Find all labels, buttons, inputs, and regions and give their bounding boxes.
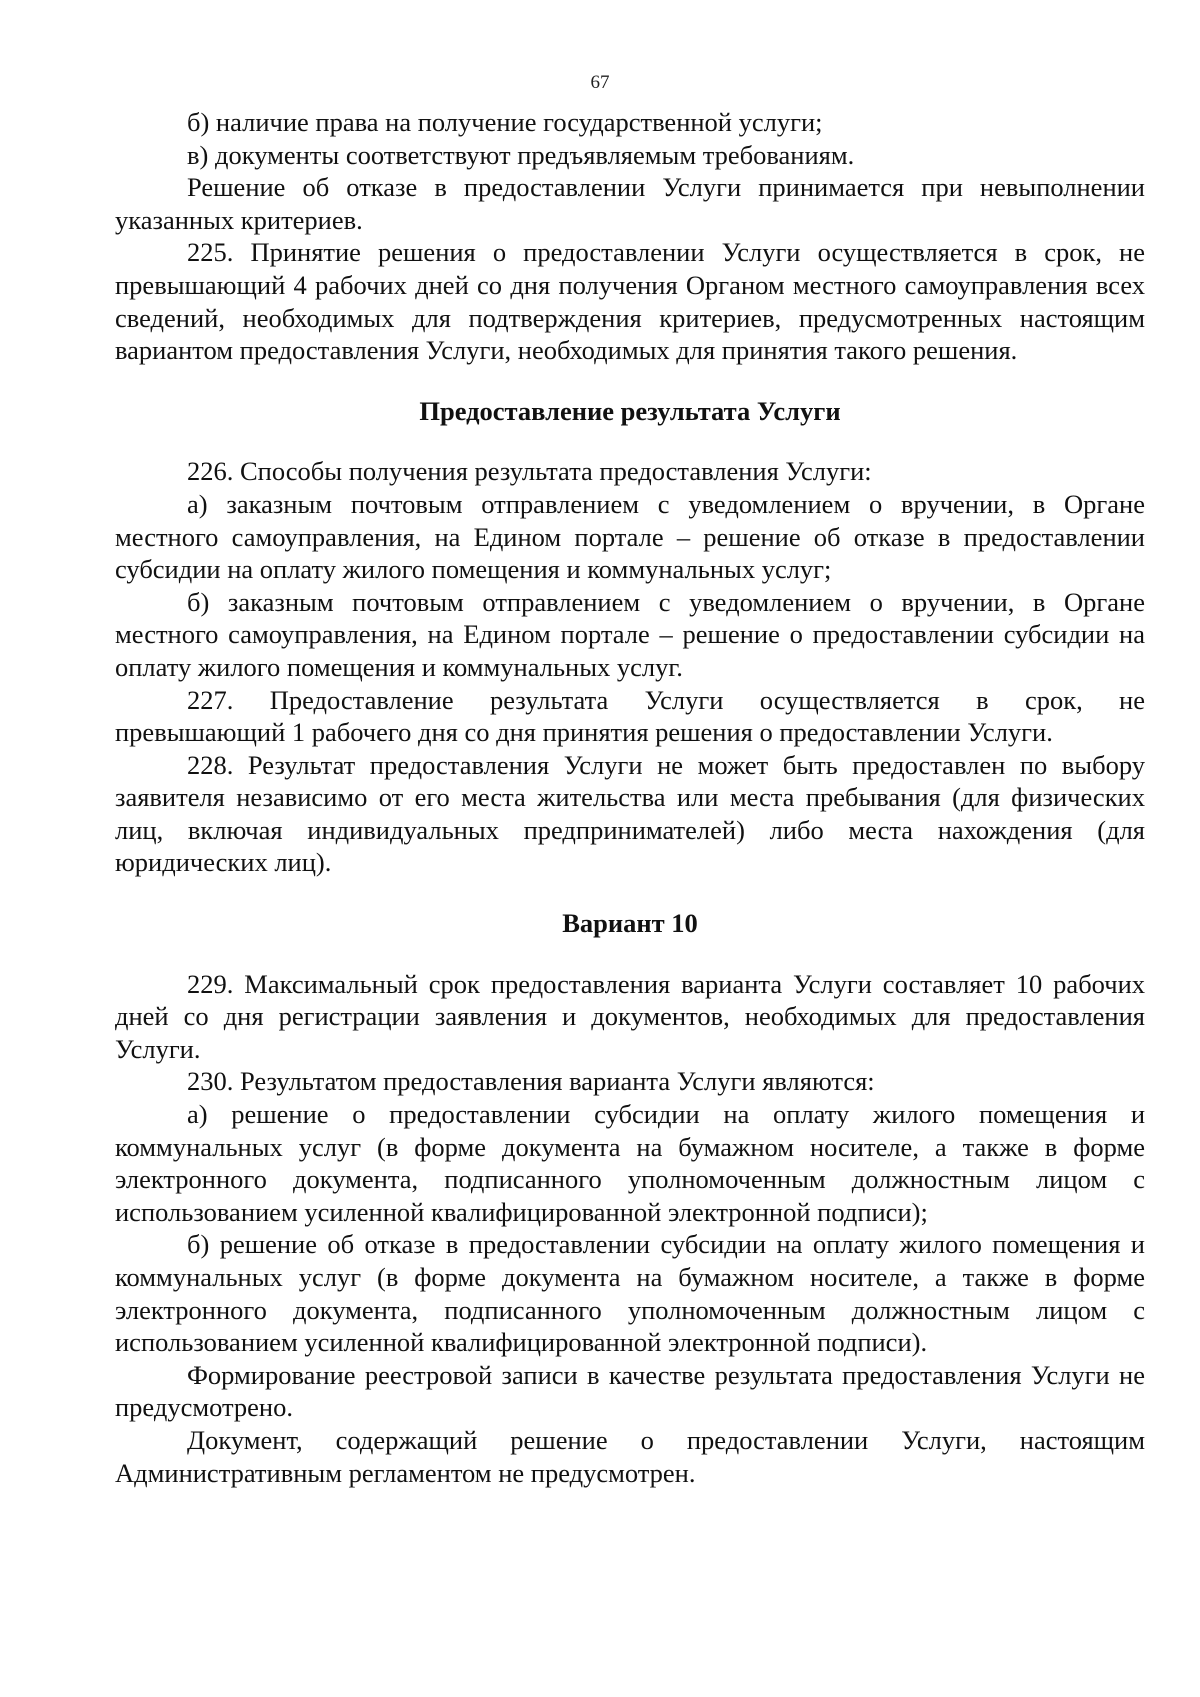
paragraph: б) решение об отказе в предоставлении субсидии на оплату жилого помещения и коммунальных услуг (в форме документа на бумажном носителе, а также в форме электронного документа, подписанного уполномоченным должностным лицом с использованием усиленной квалифицированной электронной подписи). [115,1229,1145,1358]
section-heading: Вариант 10 [562,908,698,939]
paragraph: б) заказным почтовым отправлением с уведомлением о вручении, в Органе местного самоуправления, на Едином портале – решение о предоставлении субсидии на оплату жилого помещения и коммунальных услуг. [115,586,1145,682]
paragraph: 229. Максимальный срок предоставления варианта Услуги составляет 10 рабочих дней со дня регистрации заявления и документов, необходимых для предоставления Услуги. [115,968,1145,1064]
paragraph: а) решение о предоставлении субсидии на оплату жилого помещения и коммунальных услуг (в форме документа на бумажном носителе, а также в форме электронного документа, подписанного уполномоченным должностным лицом с использованием усиленной квалифицированной электронной подписи); [115,1099,1145,1227]
paragraph: 225. Принятие решения о предоставлении Услуги осуществляется в срок, не превышающий 4 рабочих дней со дня получения Органом местного самоуправления всех сведений, необходимых для подтверждения критериев, предусмотренных настоящим вариантом предоставления Услуги, необходимых для принятия такого решения. [115,237,1145,366]
paragraph: Решение об отказе в предоставлении Услуги принимается при невыполнении указанных критериев. [115,172,1145,235]
paragraph-continuation: превышающий 1 рабочего дня со дня принятия решения о предоставлении Услуги. [115,717,1053,748]
paragraph: 227. Предоставление результата Услуги осуществляется в срок, не [187,684,1145,715]
paragraph: 230. Результатом предоставления варианта Услуги являются: [187,1066,875,1097]
paragraph: 226. Способы получения результата предоставления Услуги: [187,456,872,487]
paragraph: в) документы соответствуют предъявляемым требованиям. [187,139,855,170]
paragraph: б) наличие права на получение государственной услуги; [187,107,823,137]
paragraph: 228. Результат предоставления Услуги не может быть предоставлен по выбору заявителя независимо от его места жительства или места пребывания (для физических лиц, включая индивидуальных предпринимателей) либо места нахождения (для юридических лиц). [115,749,1145,878]
document-body [115,106,1145,1489]
paragraph: Документ, содержащий решение о предоставлении Услуги, настоящим Административным регламентом не предусмотрен. [115,1424,1145,1488]
section-heading: Предоставление результата Услуги [419,395,841,426]
paragraph: Формирование реестровой записи в качестве результата предоставления Услуги не предусмотрено. [115,1359,1145,1423]
page-number: 67 [590,72,610,93]
paragraph: а) заказным почтовым отправлением с уведомлением о вручении, в Органе местного самоуправления, на Едином портале – решение об отказе в предоставлении субсидии на оплату жилого помещения и коммунальных услуг; [115,488,1145,585]
